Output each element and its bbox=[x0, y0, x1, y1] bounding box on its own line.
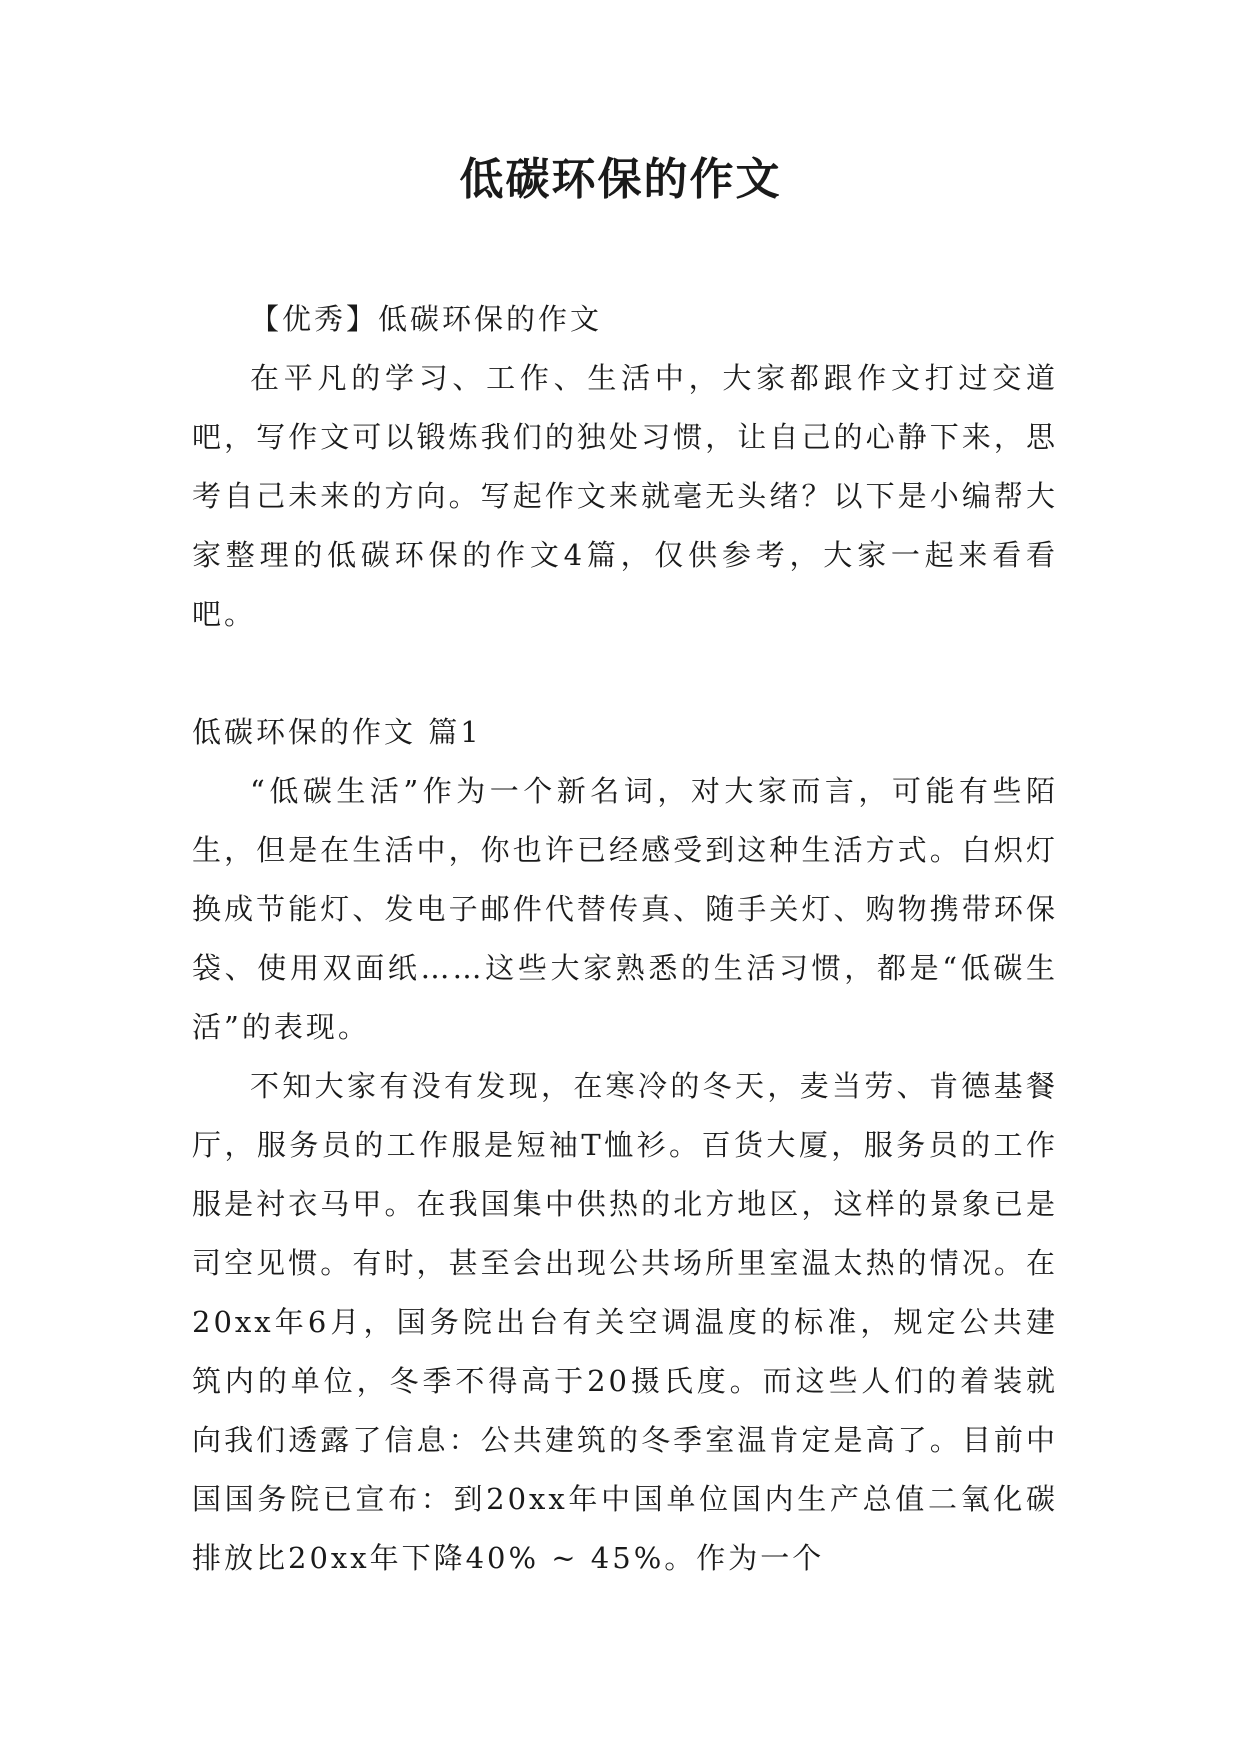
document-body bbox=[192, 290, 1058, 1588]
intro-heading: 【优秀】低碳环保的作文 bbox=[250, 302, 603, 336]
document-title: 低碳环保的作文 bbox=[459, 154, 782, 205]
body-paragraph-2: 不知大家有没有发现，在寒冷的冬天，麦当劳、肯德基餐厅，服务员的工作服是短袖T恤衫。百货大厦，服务员的工作服是衬衣马甲。在我国集中供热的北方地区，这样的景象已是司空见惯。有时，甚至会出现公共场所里室温太热的情况。在20xx年6月，国务院出台有关空调温度的标准，规定公共建筑内的单位，冬季不得高于20摄氏度。而这些人们的着装就向我们透露了信息：公共建筑的冬季室温肯定是高了。目前中国国务院已宣布：到20xx年中国单位国内生产总值二氧化碳排放比20xx年下降40% ~ 45%。作为一个 bbox=[192, 1069, 1058, 1575]
body-paragraph-1: “低碳生活”作为一个新名词，对大家而言，可能有些陌生，但是在生活中，你也许已经感受到这种生活方式。白炽灯换成节能灯、发电子邮件代替传真、随手关灯、购物携带环保袋、使用双面纸……这些大家熟悉的生活习惯，都是“低碳生活”的表现。 bbox=[192, 774, 1058, 1044]
section-heading: 低碳环保的作文 篇1 bbox=[192, 715, 482, 749]
spacer bbox=[192, 644, 1058, 703]
intro-paragraph: 在平凡的学习、工作、生活中，大家都跟作文打过交道吧，写作文可以锻炼我们的独处习惯，让自己的心静下来，思考自己未来的方向。写起作文来就毫无头绪？以下是小编帮大家整理的低碳环保的作文4篇，仅供参考，大家一起来看看吧。 bbox=[192, 361, 1058, 631]
